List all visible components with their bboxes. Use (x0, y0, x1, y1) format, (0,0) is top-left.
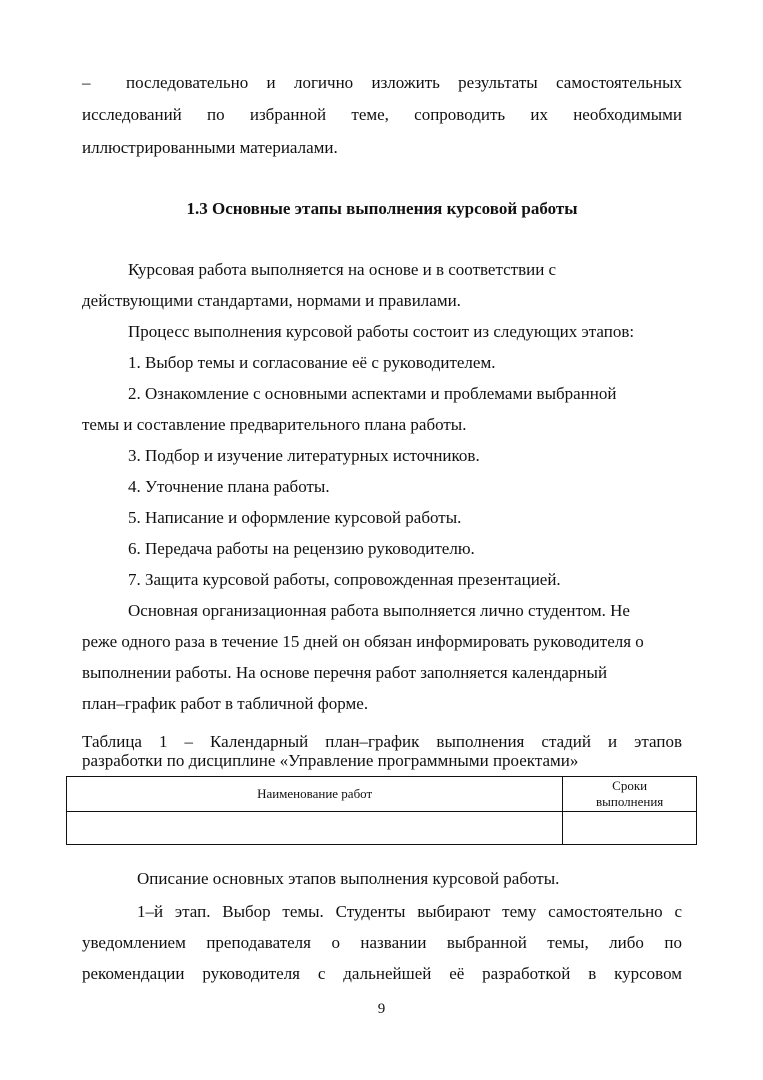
intro-line-2: исследований по избранной теме, сопроводить их необходимыми (82, 105, 682, 124)
table-cell-deadlines (563, 812, 697, 845)
stage-2-line-1: 2. Ознакомление с основными аспектами и проблемами выбранной (128, 384, 617, 403)
intro-bullet-line (82, 73, 682, 93)
stage-7: 7. Защита курсовой работы, сопровожденная презентацией. (128, 570, 561, 589)
intro-line-3: иллюстрированными материалами. (82, 138, 338, 157)
table-caption-line-1: Таблица 1 – Календарный план–график выполнения стадий и этапов (82, 732, 682, 751)
section-heading: 1.3 Основные этапы выполнения курсовой работы (186, 199, 578, 218)
paragraph-4: Описание основных этапов выполнения курсовой работы. (137, 869, 560, 888)
paragraph-1-line-2: действующими стандартами, нормами и правилами. (82, 291, 461, 310)
table-header-deadlines (563, 777, 697, 812)
paragraph-3-line-2: реже одного раза в течение 15 дней он обязан информировать руководителя о (82, 632, 644, 651)
paragraph-5-line-1: 1–й этап. Выбор темы. Студенты выбирают тему самостоятельно с (137, 902, 682, 921)
stage-6: 6. Передача работы на рецензию руководителю. (128, 539, 475, 558)
bullet-dash: – (82, 73, 91, 92)
paragraph-3-line-3: выполнении работы. На основе перечня работ заполняется календарный (82, 663, 608, 682)
table-cell-work-name (67, 812, 563, 845)
intro-line-1: последовательно и логично изложить результаты самостоятельных (126, 73, 682, 92)
table-row (67, 812, 697, 845)
stage-5: 5. Написание и оформление курсовой работы. (128, 508, 462, 527)
paragraph-2: Процесс выполнения курсовой работы состоит из следующих этапов: (128, 322, 635, 341)
paragraph-3-line-4: план–график работ в табличной форме. (82, 694, 369, 713)
paragraph-5-line-3: рекомендации руководителя с дальнейшей её разработкой в курсовом (82, 964, 682, 983)
stage-1: 1. Выбор темы и согласование её с руководителем. (128, 353, 496, 372)
table-caption-line-2: разработки по дисциплине «Управление программными проектами» (82, 751, 579, 770)
table-header-row (67, 777, 697, 812)
table-header-deadlines-line-1: Сроки (612, 778, 648, 793)
paragraph-1-line-1: Курсовая работа выполняется на основе и в соответствии с (128, 260, 557, 279)
stage-3: 3. Подбор и изучение литературных источников. (128, 446, 480, 465)
table-header-work-name: Наименование работ (67, 777, 563, 812)
table-header-deadlines-line-2: выполнения (595, 794, 664, 809)
page-number: 9 (377, 1001, 386, 1017)
stage-4: 4. Уточнение плана работы. (128, 477, 330, 496)
paragraph-3-line-1: Основная организационная работа выполняется лично студентом. Не (128, 601, 630, 620)
schedule-table (66, 776, 697, 845)
paragraph-5-line-2: уведомлением преподавателя о названии выбранной темы, либо по (82, 933, 682, 952)
stage-2-line-2: темы и составление предварительного плана работы. (82, 415, 467, 434)
